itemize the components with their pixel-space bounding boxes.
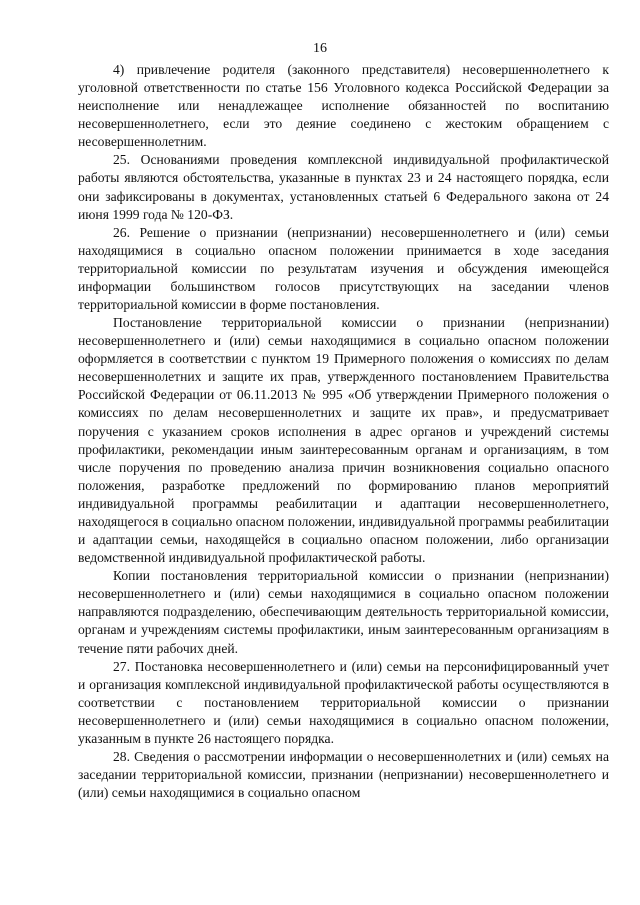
paragraph-copies: Копии постановления территориальной комиссии о признании (непризнании) несовершеннолетнего и (или) семьи находящимися в социально опасном положении направляются подразделению, обеспечивающим деятельность территориальной комиссии, органам и учреждениям системы профилактики, иным заинтересованным организациям в течение пяти рабочих дней. <box>78 568 609 656</box>
paragraph-25: 25. Основаниями проведения комплексной индивидуальной профилактической работы являются обстоятельства, указанные в пунктах 23 и 24 настоящего порядка, если они зафиксированы в документах, установленных статьей 6 Федерального закона от 24 июня 1999 года № 120-ФЗ. <box>78 152 609 222</box>
paragraph-28: 28. Сведения о рассмотрении информации о несовершеннолетних и (или) семьях на заседании территориальной комиссии, признании (непризнании) несовершеннолетнего и (или) семьи находящимися в социально опасном <box>78 748 609 801</box>
page-number: 16 <box>313 41 327 56</box>
paragraph-item-4: 4) привлечение родителя (законного представителя) несовершеннолетнего к уголовной ответственности по статье 156 Уголовного кодекса Российской Федерации за неисполнение или ненадлежащее исполнение обязанностей по воспитанию несовершеннолетнего, если это деяние соединено с жестоким обращением с несовершеннолетним. <box>78 62 609 150</box>
paragraph-26: 26. Решение о признании (непризнании) несовершеннолетнего и (или) семьи находящимися в социально опасном положении принимается в ходе заседания территориальной комиссии по результатам изучения и обсуждения имеющейся информации большинством голосов присутствующих на заседании членов территориальной комиссии в форме постановления. <box>78 224 609 313</box>
paragraph-resolution: Постановление территориальной комиссии о признании (непризнании) несовершеннолетнего и (или) семьи находящимися в социально опасном положении оформляется в соответствии с пунктом 19 Примерного положения о комиссиях по делам несовершеннолетних и защите их прав, утвержденного постановлением Правительства Российской Федерации от 06.11.2013 № 995 «Об утверждении Примерного положения о комиссиях по делам несовершеннолетних и защите их прав», и предусматривает поручения с указанием сроков исполнения в адрес органов и учреждений системы профилактики, рекомендации иным заинтересованным органам и организациям, в том числе поручения по проведению анализа причин возникновения социально опасного положения, разработке предложений по формированию планов мероприятий индивидуальной программы реабилитации и адаптации несовершеннолетнего, находящегося в социально опасном положении, индивидуальной программы реабилитации и адаптации семьи, находящейся в социально опасном положении, либо организации ведомственной индивидуальной профилактической работы. <box>78 315 609 566</box>
paragraph-27: 27. Постановка несовершеннолетнего и (или) семьи на персонифицированный учет и организация комплексной индивидуальной профилактической работы осуществляются в соответствии с постановлением территориальной комиссии о признании несовершеннолетнего и (или) семьи находящимися в социально опасном положении, указанным в пункте 26 настоящего порядка. <box>78 658 609 746</box>
document-body <box>78 61 609 802</box>
